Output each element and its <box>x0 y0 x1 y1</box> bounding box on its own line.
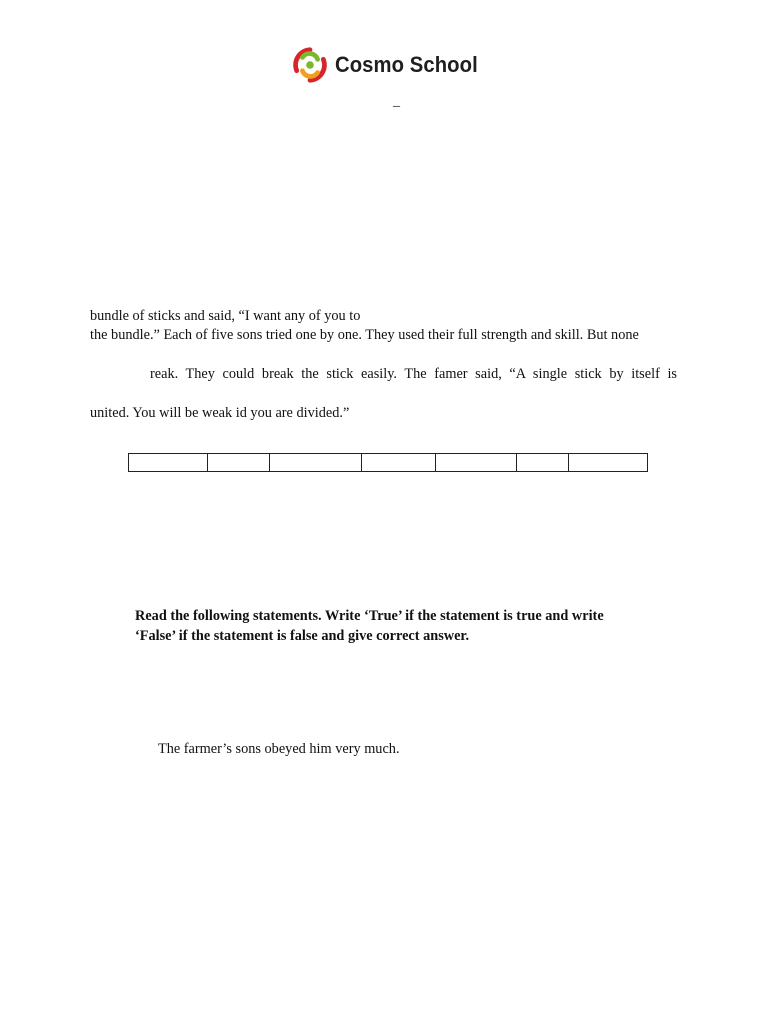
blank-cell <box>517 454 569 472</box>
blank-cell <box>129 454 208 472</box>
blank-table <box>128 453 648 472</box>
statement-item: The farmer’s sons obeyed him very much. <box>158 741 400 757</box>
passage-line: the bundle.” Each of five sons tried one by one. They used their full strength and skill. But none <box>90 327 639 343</box>
blank-cell <box>436 454 517 472</box>
passage-line: united. You will be weak id you are divided.” <box>90 405 350 421</box>
cosmo-school-logo-icon <box>291 46 329 84</box>
logo-text: Cosmo School <box>335 52 478 77</box>
school-logo <box>291 46 490 84</box>
header-mark: _ <box>393 94 400 109</box>
instruction-line: ‘False’ if the statement is false and give correct answer. <box>135 628 470 644</box>
blank-cell <box>569 454 648 472</box>
blank-cell <box>208 454 270 472</box>
blank-cell <box>362 454 436 472</box>
table-row <box>129 454 648 472</box>
blank-cell <box>270 454 362 472</box>
instruction-line: Read the following statements. Write ‘True’ if the statement is true and write <box>135 608 604 624</box>
instructions <box>135 606 655 646</box>
passage-line: bundle of sticks and said, “I want any of you to <box>90 308 361 324</box>
passage-line: reak. They could break the stick easily. The famer said, “A single stick by itself is <box>150 366 677 382</box>
